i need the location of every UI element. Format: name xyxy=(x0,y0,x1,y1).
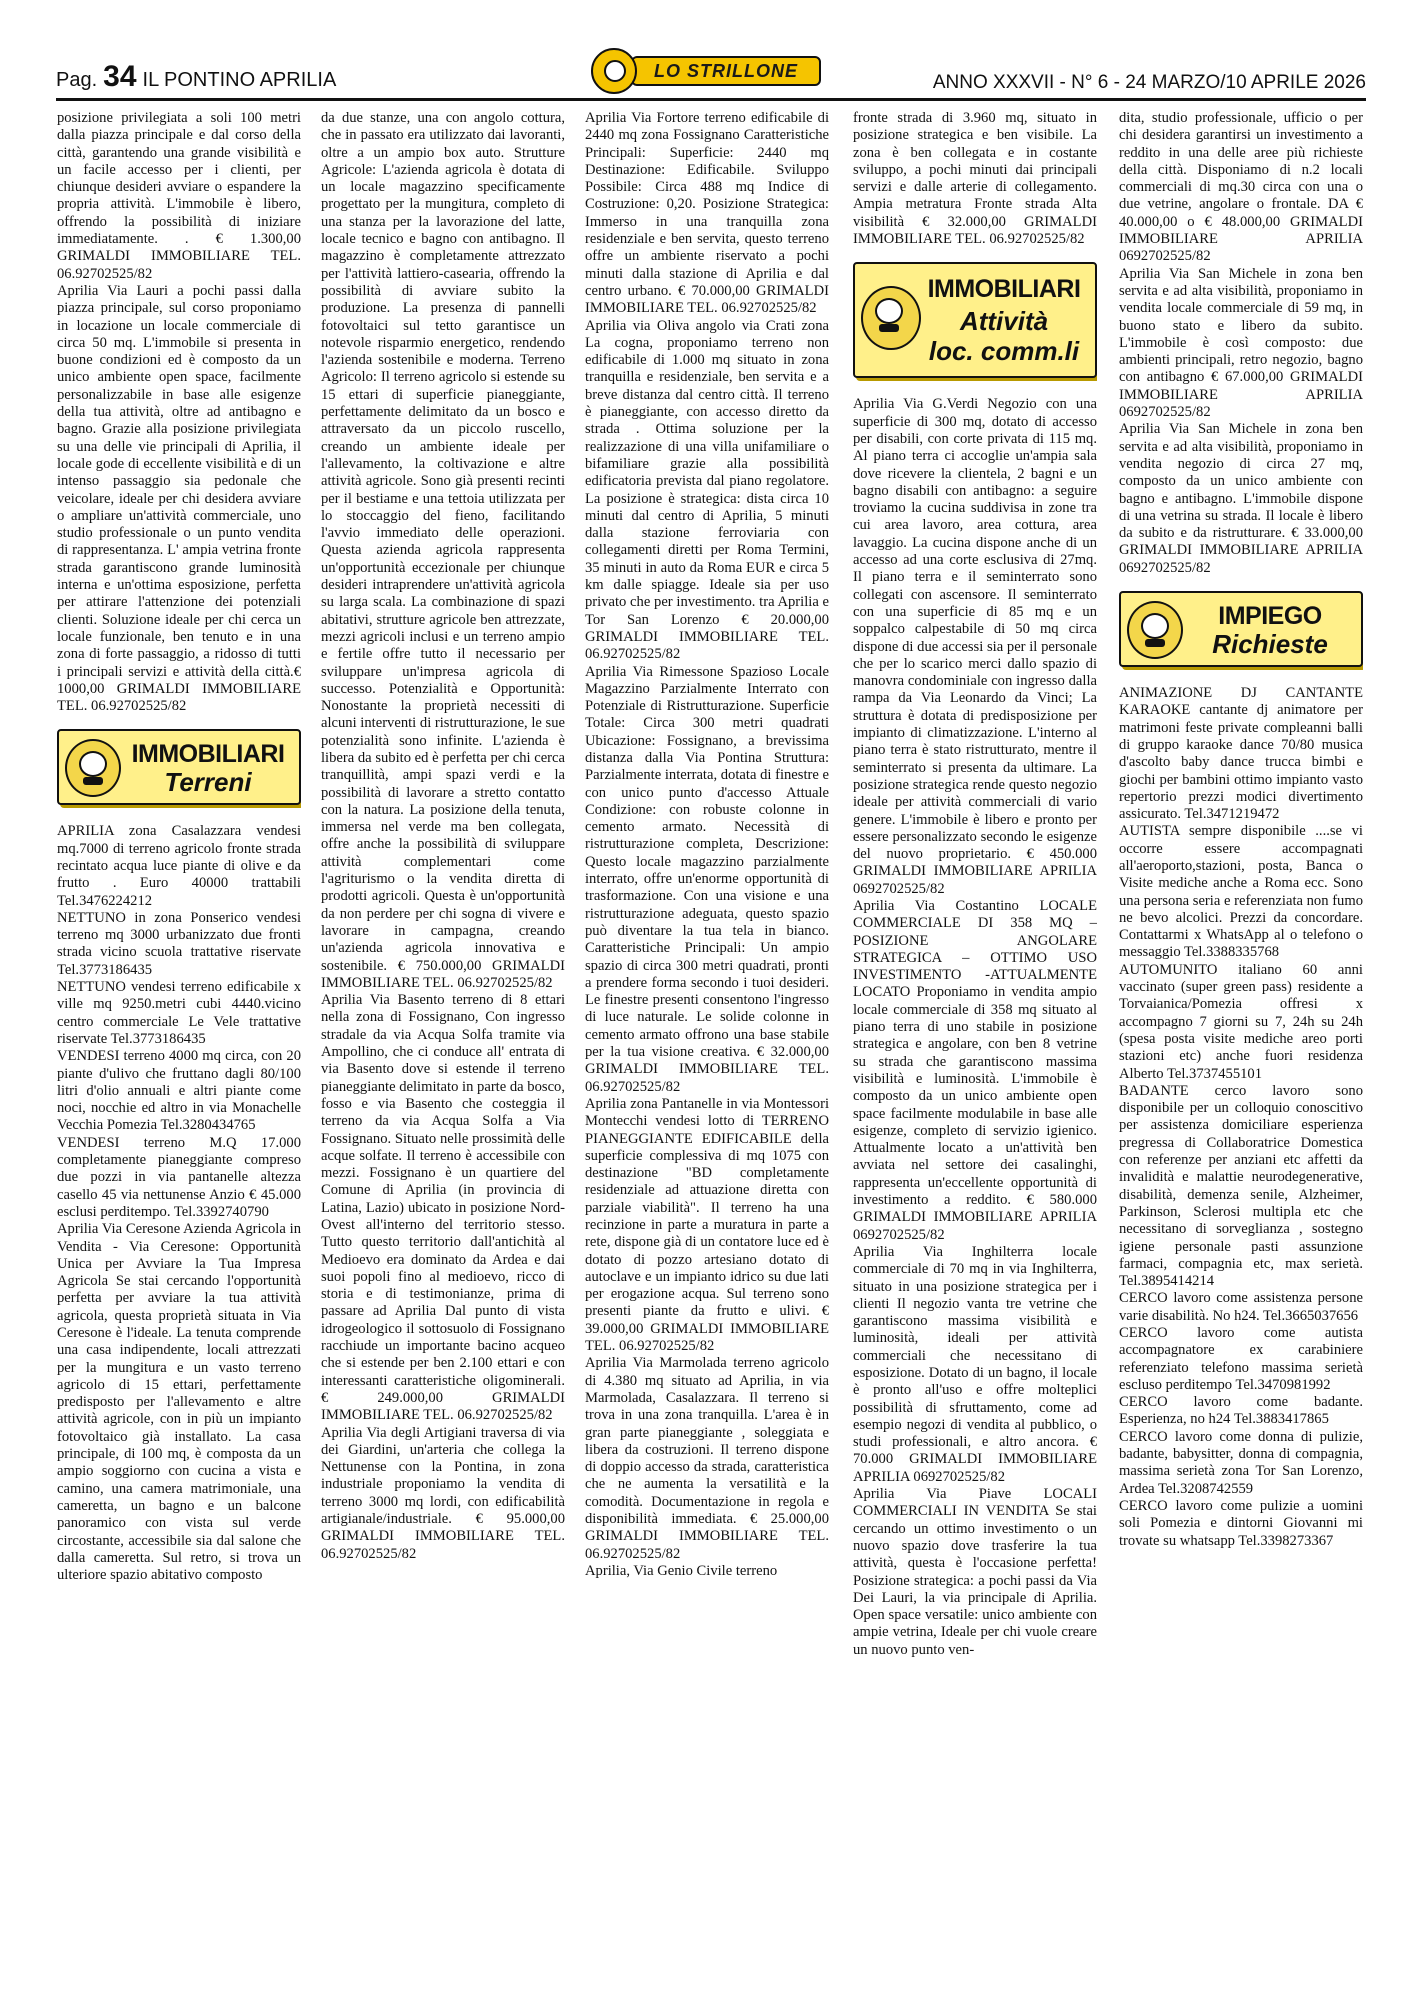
classified-ad: Aprilia via Oliva angolo via Crati zona La cogna, proponiamo terreno non edificabile di 1.000 mq situato in zona tranquilla e residenziale, ben servita e a breve distanza dal centro città. Il terreno è pianeggiante, con accesso diretto da strada . Ottima soluzione per la realizzazione di una villa unifamiliare o bifamiliare grazie alla possibilità edificatoria prevista dal piano regolatore. La posizione è strategica: dista circa 10 minuti dal centro di Aprilia, 5 minuti dalla stazione ferroviaria con collegamenti diretti per Roma Termini, 35 minuti in auto da Roma EUR e circa 5 km dalle spiagge. Ideale sia per uso privato che per investimento. tra Aprilia e Tor San Lorenzo € 20.000,00 GRIMALDI IMMOBILIARE TEL. 06.92702525/82 xyxy=(585,317,829,663)
ads-block xyxy=(57,110,301,715)
classified-ad: Aprilia Via San Michele in zona ben servita e ad alta visibilità, proponiamo in vendita negozio di circa 27 mq, composto da un unico ambiente con bagno e antibagno. L'immobile dispone di una vetrina su strada. Il locale è libero da subito e da ristrutturare. € 33.000,00 GRIMALDI IMMOBILIARE APRILIA 0692702525/82 xyxy=(1119,421,1363,576)
column-1 xyxy=(57,110,301,1990)
classified-ad: NETTUNO vendesi terreno edificabile x ville mq 9250.metri cubi 4440.vicino centro commerciale Le Vele trattative riservate Tel.3773186435 xyxy=(57,979,301,1047)
classified-ad: CERCO lavoro come autista accompagnatore ex carabiniere referenziato telefono massima serietà escluso perditempo Tel.3470981992 xyxy=(1119,1325,1363,1393)
badge-subtitle: Richieste xyxy=(1212,629,1328,660)
badge-subtitle-line1: Attività xyxy=(959,306,1049,337)
classified-ad: Aprilia Via Inghilterra locale commerciale di 70 mq in via Inghilterra, situato in una posizione strategica per i clienti Il negozio vanta tre vetrine che garantiscono massima visibilità e luminosità, ideali per attività commerciali che necessitano di esposizione. Dotato di un bagno, il locale è pronto all'uso e offre molteplici possibilità di sfruttamento, come ad esempio negozi di vendita al pubblico, o studi professionali, e altro ancora. € 70.000 GRIMALDI IMMOBILIARE APRILIA 0692702525/82 xyxy=(853,1243,1097,1485)
badge-subtitle xyxy=(919,306,1089,366)
classified-ad: AUTISTA sempre disponibile ....se vi occorre essere accompagnati all'aeroporto,stazioni, posta, Banca o Visite mediche anche a Roma ecc. Sono una persona seria e referenziata non fumo ne bevo alcolici. Prezzi da concordare. Contattarmi x WhatsApp al o telefono o messaggio Tel.3388335768 xyxy=(1119,823,1363,961)
classified-ad: Aprilia Via Ceresone Azienda Agricola in Vendita - Via Ceresone: Opportunità Unica per Avviare la Tua Impresa Agricola Se stai cercando l'opportunità perfetta per avviare la tua attività agricola, questa proprietà situata in Via Ceresone è l'ideale. La tenuta comprende una casa indipendente, locali attrezzati per la mungitura e un vasto terreno agricolo di 15 ettari, perfettamente predisposto per l'allevamento e altre attività agricole, con in più un impianto fotovoltaico già installato. La casa principale, di 100 mq, è composta da un ampio soggiorno con cucina a vista e camino, una camera matrimoniale, una cameretta, un bagno e un balcone panoramico con vista sul verde circostante, accessibile sia dal salone che dalla cameretta. Sul retro, si trova un ulteriore spazio abitativo composto xyxy=(57,1221,301,1584)
classified-ad: NETTUNO in zona Ponserico vendesi terreno mq 3000 urbanizzato due fronti strada vicino scuola trattative riservate Tel.3773186435 xyxy=(57,909,301,978)
column-2 xyxy=(321,110,565,1990)
strillone-logo xyxy=(591,52,821,90)
page-number: 34 xyxy=(103,60,137,93)
page-header xyxy=(56,58,1366,101)
classified-ad: AUTOMUNITO italiano 60 anni vaccinato (super green pass) residente a Torvaianica/Pomezia offresi x accompagno 7 giorni su 7, 24h su 24h (spesa posta visite mediche areo porti stazioni etc) anche fuori residenza Alberto Tel.3737455101 xyxy=(1119,961,1363,1082)
classified-ad: Aprilia Via Costantino LOCALE COMMERCIALE DI 358 MQ – POSIZIONE ANGOLARE STRATEGICA – OTTIMO USO INVESTIMENTO -ATTUALMENTE LOCATO Proponiamo in vendita ampio locale commerciale di 358 mq situato al piano terra di uno stabile in posizione strategica e angolare, con ben 8 vetrine su strada che garantiscono massima visibilità e luminosità. L'immobile è composto da un unico ambiente open space facilmente modulabile in base alle esigenze, completo di servizio igienico. Attualmente locato a un'attività ben avviata nel settore dei casalinghi, rappresenta un'eccellente opportunità di investimento a reddito. € 580.000 GRIMALDI IMMOBILIARE APRILIA 0692702525/82 xyxy=(853,897,1097,1243)
house-mascot-icon xyxy=(861,286,921,350)
house-mascot-icon xyxy=(65,739,121,797)
section-badge-impiego xyxy=(1119,591,1363,667)
section-badge-terreni xyxy=(57,729,301,805)
classified-ad: Aprilia Via Fortore terreno edificabile di 2440 mq zona Fossignano Caratteristiche Principali: Superficie: 2440 mq Destinazione: Edificabile. Sviluppo Possibile: Circa 488 mq Indice di Costruzione: 0,20. Posizione Strategica: Immerso in una tranquilla zona residenziale e ben servita, questo terreno offre un ambiente riservato a pochi minuti dalla stazione di Aprilia e dal centro urbano. € 70.000,00 GRIMALDI IMMOBILIARE TEL. 06.92702525/82 xyxy=(585,110,829,317)
column-3 xyxy=(585,110,829,1990)
newspaper-name: IL PONTINO APRILIA xyxy=(142,69,337,91)
classified-ad: CERCO lavoro come assistenza persone varie disabilità. No h24. Tel.3665037656 xyxy=(1119,1290,1363,1324)
logo-banner: LO STRILLONE xyxy=(631,56,821,86)
column-5 xyxy=(1119,110,1363,1990)
classified-ad: Aprilia zona Pantanelle in via Montessori Montecchi vendesi lotto di TERRENO PIANEGGIANTE EDIFICABILE della superficie complessiva di mq 1075 con destinazione "BD completamente residenziale ad attuazione diretta con parziale viabilità". Il terreno ha una recinzione in parte a muratura in parte a rete, dispone già di un contatore luce ed è dotato di pozzo artesiano dotato di autoclave e un impianto idrico su due lati per erogazione acqua. Sul terreno sono presenti piante da frutto e ulivi. € 39.000,00 GRIMALDI IMMOBILIARE TEL. 06.92702525/82 xyxy=(585,1095,829,1355)
ads-block xyxy=(321,110,565,1563)
classified-ad: Aprilia Via Marmolada terreno agricolo di 4.380 mq situato ad Aprilia, in via Marmolada, Casalazzara. Il terreno si trova in una zona tranquilla. L'area è in gran parte pianeggiante , soleggiata e libera da costruzioni. Il terreno dispone di doppio accesso da strada, caratteristica che ne aumenta la versatilità e la comodità. Documentazione in regola e disponibilità immediata. € 25.000,00 GRIMALDI IMMOBILIARE TEL. 06.92702525/82 xyxy=(585,1355,829,1562)
classified-ad: da due stanze, una con angolo cottura, che in passato era utilizzato dai lavoranti, oltre a un ampio box auto. Strutture Agricole: L'azienda agricola è dotata di un locale magazzino specificamente progettato per la mungitura, completo di una stanza per la lavorazione del latte, locale tecnico e bagno con antibagno. Il magazzino è completamente attrezzato per l'attività lattiero-casearia, offrendo la possibilità di avviare subito la produzione. La presenza di pannelli fotovoltaici sul tetto garantisce un notevole risparmio energetico, rendendo l'azienda sostenibile e moderna. Terreno Agricolo: Il terreno agricolo si estende su 15 ettari di superficie pianeggiante, perfettamente delimitato da un bosco e attraversato da un piccolo ruscello, creando un ambiente ideale per l'allevamento, la coltivazione e altre attività agricole. Sono già presenti recinti per il bestiame e una tettoia utilizzata per lo stoccaggio del fieno, facilitando l'avvio immediato delle operazioni. Questa azienda agricola rappresenta un'opportunità eccezionale per chiunque desideri intraprendere un'attività agricola su larga scala. La combinazione di spazi abitativi, strutture agricole ben attrezzate, mezzi agricoli inclusi e un terreno ampio e fertile offre tutto il necessario per sviluppare un'impresa agricola di successo. Potenzialità e Opportunità: Nonostante la proprietà necessiti di alcuni interventi di ristrutturazione, le sue potenzialità sono infinite. L'azienda è libera da subito ed è perfetta per chi cerca tranquillità, ampi spazi verdi e la possibilità di lavorare a stretto contatto con la natura. La posizione della tenuta, immersa nel verde ma ben collegata, offre anche la possibilità di sviluppare attività complementari come l'agriturismo o la vendita diretta di prodotti agricoli. Questa è un'opportunità da non perdere per chi sogna di vivere e lavorare in campagna, creando un'azienda agricola innovativa e sostenibile. € 750.000,00 GRIMALDI IMMOBILIARE TEL. 06.92702525/82 xyxy=(321,110,565,991)
classified-ad: Aprilia Via Lauri a pochi passi dalla piazza principale, sul corso proponiamo in locazione un locale commerciale di circa 50 mq. L'immobile si presenta in buone condizioni ed è composto da un unico ambiente open space, facilmente personalizzabile in base alle esigenze della tua attività, oltre ad antibagno e bagno. Grazie alla posizione privilegiata su una delle vie principali di Aprilia, il locale gode di eccellente visibilità e di un intenso passaggio sia pedonale che veicolare, ideale per chi desidera avviare o ampliare un'attività commerciale, uno studio professionale o un punto vendita di rappresentanza. L' ampia vetrina fronte strada garantiscono grande luminosità interna e un'ottima esposizione, perfetta per attirare l'attenzione dei potenziali clienti. Soluzione ideale per chi cerca un locale funzionale, ben tenuto e in una zona di forte passaggio, a ridosso di tutti i principali servizi e attività della città.€ 1000,00 GRIMALDI IMMOBILIARE TEL. 06.92702525/82 xyxy=(57,282,301,715)
badge-subtitle-line2: loc. comm.li xyxy=(928,336,1080,367)
classified-ad: Aprilia Via Basento terreno di 8 ettari nella zona di Fossignano, Con ingresso stradale da via Acqua Solfa tramite via Ampollino, che ci conduce all' entrata di via Basento dove si estende il terreno pianeggiante delimitato in parte da bosco, fosso e via Basento che costeggia il terreno da via Acqua Solfa a Via Fossignano. Situato nelle prossimità delle acque solfate. Il terreno è accessibile con mezzi. Fossignano è un quartiere del Comune di Aprilia (in provincia di Latina, Lazio) ubicato in posizione Nord-Ovest all'interno del territorio stesso. Tutto questo territorio dall'antichità al Medioevo era dominato da Ardea e dai suoi popoli fino al medioevo, ricco di storia e di testimonianze, prima di passare ad Aprilia Dal punto di vista idrogeologico il sottosuolo di Fossignano racchiude un importante bacino acqueo che si estende per ben 2.100 ettari e con interessanti caratteristiche oligominerali. € 249.000,00 GRIMALDI IMMOBILIARE TEL. 06.92702525/82 xyxy=(321,992,565,1424)
ads-block xyxy=(1119,685,1363,1550)
classified-ad: Aprilia Via degli Artigiani traversa di via dei Giardini, un'arteria che collega la Nettunense con la Pontina, in zona industriale proponiamo la vendita di terreno 3000 mq lordi, con edificabilità artigianale/industriale. € 95.000,00 GRIMALDI IMMOBILIARE TEL. 06.92702525/82 xyxy=(321,1424,565,1562)
classified-ad: VENDESI terreno 4000 mq circa, con 20 piante d'ulivo che fruttano dagli 80/100 litri d'olio annuali e altri piante come noci, nocchie ed altro in via Monachelle Vecchia Pomezia Tel.3280434765 xyxy=(57,1048,301,1134)
classified-ad: CERCO lavoro come donna di pulizie, badante, babysitter, donna di compagnia, massima serietà zona Tor San Lorenzo, Ardea Tel.3208742559 xyxy=(1119,1428,1363,1497)
classified-ad: APRILIA zona Casalazzara vendesi mq.7000 di terreno agricolo fronte strada recintato acqua luce piante di olive e da frutto . Euro 40000 trattabili Tel.3476224212 xyxy=(57,823,301,909)
worker-mascot-icon xyxy=(1127,601,1183,659)
classified-ad: Aprilia Via G.Verdi Negozio con una superficie di 300 mq, dotato di accesso per disabili, con corte privata di 115 mq. Al piano terra ci accoglie un'ampia sala dove ricevere la clientela, 2 bagni e un bagno disabili con antibagno: a seguire troviamo la cucina suddivisa in zone tra cui area lavoro, area cottura, area lavaggio. La cucina dispone anche di un accesso ad una corte esclusiva di 27mq. Il piano terra e il seminterrato sono collegati con ascensore. Il seminterrato con una superficie di 85 mq e un soppalco calpestabile di 50 mq circa dispone di due accessi sia per il personale che per lo scarico merci dallo spazio di manovra condominiale con ingresso dalla rampa da Via Leonardo da Vinci; La struttura è dotata di predisposizione per impianto di climatizzazione. L'interno al piano terra è stato ristrutturato, mentre il seminterrato si presenta da ultimare. La posizione strategica rende questo negozio ideale per attività commerciali di vario genere. L'immobile è libero e pronto per essere personalizzato secondo le esigenze del nuovo proprietario. € 450.000 GRIMALDI IMMOBILIARE APRILIA 0692702525/82 xyxy=(853,396,1097,897)
badge-title: IMMOBILIARI xyxy=(131,740,285,769)
classified-ad: fronte strada di 3.960 mq, situato in posizione strategica e ben visibile. La zona è ben collegata e in costante sviluppo, a pochi minuti dai principali servizi e dalle arterie di collegamento. Ampia metratura Fronte strada Alta visibilità € 32.000,00 GRIMALDI IMMOBILIARE TEL. 06.92702525/82 xyxy=(853,110,1097,248)
ads-block xyxy=(853,110,1097,248)
classified-ad: Aprilia Via San Michele in zona ben servita e ad alta visibilità, proponiamo in vendita locale commerciale di 59 mq, in buono stato e libero da subito. L'immobile è così composto: due ambienti principali, retro negozio, bagno con antibagno € 67.000,00 GRIMALDI IMMOBILIARE APRILIA 0692702525/82 xyxy=(1119,265,1363,421)
classified-ad: dita, studio professionale, ufficio o per chi desidera garantirsi un investimento a reddito in una delle aree più richieste della città. Disponiamo di n.2 locali commerciali di mq.30 circa con una o due vetrine, angolare o frontale. DA € 40.000,00 o € 48.000,00 GRIMALDI IMMOBILIARE APRILIA 0692702525/82 xyxy=(1119,110,1363,265)
classified-ad: ANIMAZIONE DJ CANTANTE KARAOKE cantante dj animatore per matrimoni feste private compleanni balli di gruppo karaoke dance 70/80 musica d'ascolto baby dance trucca bimbi e giochi per bambini ottimo impianto vasto repertorio prezzi modici divertimento assicurato. Tel.3471219472 xyxy=(1119,685,1363,823)
header-left xyxy=(56,60,336,94)
classified-ad: Aprilia, Via Genio Civile terreno xyxy=(585,1562,778,1579)
issue-info: ANNO XXXVII - N° 6 - 24 MARZO/10 APRILE 2026 xyxy=(932,72,1366,93)
column-4 xyxy=(853,110,1097,1990)
ads-block xyxy=(585,110,829,1580)
badge-title: IMPIEGO xyxy=(1218,602,1322,631)
badge-subtitle: Terreni xyxy=(164,767,252,798)
classified-ad: posizione privilegiata a soli 100 metri dalla piazza principale e dal corso della città, garantendo una grande visibilità e un facile accesso per i clienti, per chiunque desideri avviare o espandere la propria attività. L'immobile è libero, offrendo la possibilità di iniziare immediatamente. . € 1.300,00 GRIMALDI IMMOBILIARE TEL. 06.92702525/82 xyxy=(57,110,301,282)
classified-ad: BADANTE cerco lavoro sono disponibile per un colloquio conoscitivo per assistenza domiciliare esperienza pregressa di Collaboratrice Domestica con referenze per anziani etc affetti da invalidità e malattie neurodegenerative, disabilità, demenza senile, Alzheimer, Parkinson, Sclerosi multipla etc che necessitano di sorveglianza , sostegno igiene personale pasti assunzione farmaci, compagnia etc, max serietà. Tel.3895414214 xyxy=(1119,1082,1363,1290)
classified-ad: Aprilia Via Rimessone Spazioso Locale Magazzino Parzialmente Interrato con Potenziale di Ristrutturazione. Superficie Totale: Circa 300 metri quadrati Ubicazione: Fossignano, a brevissima distanza dalla Via Pontina Struttura: Parzialmente interrata, dotata di finestre e con unico punto d'accesso Attuale Condizione: con robuste colonne in cemento armato. Necessità di ristrutturazione completa, Descrizione: Questo locale magazzino parzialmente interrato, offre un'enorme opportunità di trasformazione. Con una visione e una ristrutturazione adeguata, questo spazio può diventare la tua tela in bianco. Caratteristiche Principali: Un ampio spazio di circa 300 metri quadrati, pronti a prendere forma secondo i tuoi desideri. Le finestre presenti consentono l'ingresso di luce naturale. Le solide colonne in cemento armato offrono una base stabile per la tua visione creativa. € 32.000,00 GRIMALDI IMMOBILIARE TEL. 06.92702525/82 xyxy=(585,663,829,1095)
classified-ad: VENDESI terreno M.Q 17.000 completamente pianeggiante compreso due pozzi in via pantanelle altezza casello 45 via nettunense Anzio € 45.000 esclusi perditempo. Tel.3392740790 xyxy=(57,1134,301,1220)
ads-block xyxy=(1119,110,1363,577)
classified-ad: CERCO lavoro come pulizie a uomini soli Pomezia e dintorni Giovanni mi trovate su whatsapp Tel.3398273367 xyxy=(1119,1497,1363,1549)
page-label: Pag. xyxy=(56,69,98,91)
badge-title: IMMOBILIARI xyxy=(927,275,1081,304)
ads-block xyxy=(853,396,1097,1659)
section-badge-attivita xyxy=(853,262,1097,378)
ads-block xyxy=(57,823,301,1584)
classified-ad: Aprilia Via Piave LOCALI COMMERCIALI IN VENDITA Se stai cercando un ottimo investimento o un nuovo spazio dove trasferire la tua attività, questa è l'occasione perfetta! Posizione strategica: a pochi passi da Via Dei Lauri, la via principale di Aprilia. Open space versatile: unico ambiente con ampie vetrina, Ideale per chi vuole creare un nuovo punto ven- xyxy=(853,1486,1097,1658)
classified-ad: CERCO lavoro come badante. Esperienza, no h24 Tel.3883417865 xyxy=(1119,1394,1363,1428)
newsboy-icon xyxy=(591,48,637,94)
